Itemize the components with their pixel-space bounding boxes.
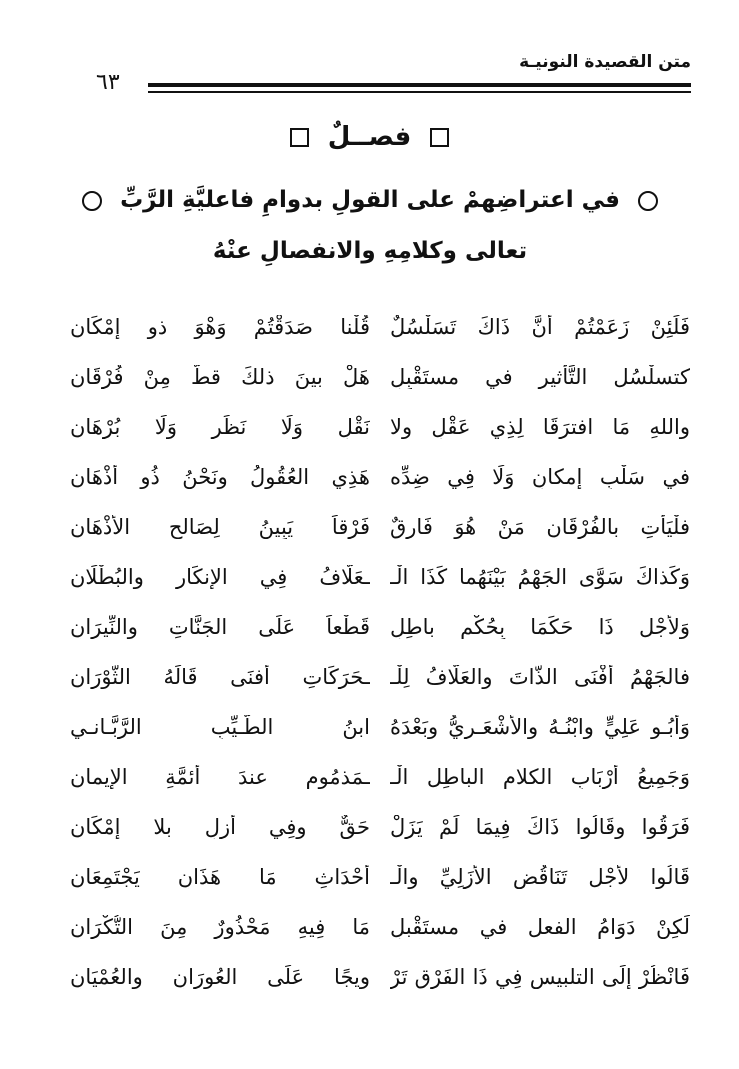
verse (70, 802, 690, 852)
section-heading-text: فصــلٌ (327, 122, 412, 152)
verse-first-hemistich: وَلأَجْلِ ذَا حَكَمَا بِحُكْمٍ باطِلٍ (390, 615, 690, 639)
running-title: متن القصيدة النونيـة (519, 52, 691, 72)
verse-second-hemistich: ـحَرَكَاتِ أفنَى قَالَهُ الثَّوْرَانِ (70, 665, 370, 689)
verse-second-hemistich: مَا فِيهِ مَحْذُورٌ مِنَ التُّكْرَانِ (70, 915, 370, 939)
verse-first-hemistich: فلْيَأتِ بالفُرْقَانِ مَنْ هُوَ فَارِقٌ (390, 515, 690, 539)
subheading-text-2: تعالى وكلامِهِ والانفصالِ عنْهُ (212, 238, 528, 264)
verse (70, 602, 690, 652)
verse-second-hemistich: ـمَذمُومِ عندَ أئمَّةِ الإيمانِ (70, 765, 370, 789)
verse (70, 552, 690, 602)
verse-second-hemistich: وِيجًا عَلَى العُورَانِ والعُمْيَانِ (70, 965, 370, 989)
verse (70, 752, 690, 802)
verse-first-hemistich: وَكَذاكَ سَوَّى الجَهْمُ بَيْنَهُما كَذَا الْـ (390, 565, 690, 589)
verse-first-hemistich: قَالُوا لأجْلِ تَنَاقُضِ الأَزَلِيِّ والْـ (390, 865, 690, 889)
circle-ornament-icon (638, 191, 658, 211)
square-ornament-icon (290, 128, 309, 147)
verse (70, 852, 690, 902)
verse (70, 652, 690, 702)
verse-first-hemistich: فَانْظُرْ إلَى التلبيسِ فِي ذَا الفَرْقِ تَرْ (390, 965, 690, 989)
verse (70, 302, 690, 352)
verse-second-hemistich: قُلْنا صَدَقْتُمْ وَهْوَ ذو إمْكَانِ (70, 315, 370, 339)
verse-second-hemistich: هَذِي العُقُولُ ونَحْنُ ذُو أَذْهَانِ (70, 465, 370, 489)
verse-second-hemistich: هَلْ بينَ ذلكَ قطُّ مِنْ فُرْقَانِ (70, 365, 370, 389)
verse-second-hemistich: أَحْدَاثِ مَا هَذَانِ يَجْتَمِعَانِ (70, 865, 370, 889)
square-ornament-icon (430, 128, 449, 147)
verse (70, 952, 690, 1002)
verse-second-hemistich: حَقٌّ وفِي أزلٍ بلا إمْكَانِ (70, 815, 370, 839)
poem (70, 302, 690, 1002)
section-heading (0, 122, 739, 152)
verse-first-hemistich: فَرَقُوا وقَالُوا ذَاكَ فِيمَا لَمْ يَزَلْ (390, 815, 690, 839)
verse-second-hemistich: ابنُ الطَّـيِّبِ الرَّبَّـانـي (70, 715, 370, 739)
verse (70, 502, 690, 552)
verse-first-hemistich: لَكِنْ دَوَامُ الفعلِ في مستَقْبلٍ (390, 915, 690, 939)
verse (70, 702, 690, 752)
verse-first-hemistich: واللهِ مَا افترَقَا لِذِي عَقْلٍ ولا (390, 415, 690, 439)
verse-second-hemistich: قَطْعاً عَلَى الجَنَّاتِ والنِّيرَانِ (70, 615, 370, 639)
circle-ornament-icon (82, 191, 102, 211)
section-subheading-line-2 (60, 238, 680, 264)
header-rule-thin (148, 91, 691, 93)
verse-first-hemistich: في سَلْبِ إمكانٍ وَلَا فِي ضِدِّه (390, 465, 690, 489)
subheading-text-1: في اعتراضِهمْ على القولِ بدوامِ فاعليَّةِ الرَّبِّ (120, 187, 620, 213)
verse (70, 352, 690, 402)
verse-first-hemistich: وَجَمِيعُ أَرْبَابِ الكلامِ الباطِلِ الْـ (390, 765, 690, 789)
verse (70, 402, 690, 452)
header-rule-thick (148, 83, 691, 87)
verse (70, 902, 690, 952)
verse-first-hemistich: فَلَئِنْ زَعَمْتُمْ أنَّ ذَاكَ تَسَلْسُلٌ (390, 315, 690, 339)
verse (70, 452, 690, 502)
section-subheading-line-1 (60, 187, 680, 213)
verse-first-hemistich: كتسلْسُلِ التَّأثيرِ في مستَقْبِلٍ (390, 365, 690, 389)
verse-first-hemistich: وَأَبُـو عَلِيٍّ وابْنُـهُ والأَشْعَـرِيُّ وبَعْدَهُ (390, 715, 690, 739)
verse-second-hemistich: ـعَلَّافُ فِي الإنكَارِ والبُطْلَانِ (70, 565, 370, 589)
verse-second-hemistich: نَقْلٍ وَلَا نَظَرٍ وَلَا بُرْهَانِ (70, 415, 370, 439)
verse-first-hemistich: فالجَهْمُ أَفْنَى الذَّاتَ والعَلَّافُ لِلْـ (390, 665, 690, 689)
verse-second-hemistich: فَرْقاً يَبِينُ لِصَالحِ الأَذْهَانِ (70, 515, 370, 539)
page-number: ٦٣ (96, 70, 120, 95)
